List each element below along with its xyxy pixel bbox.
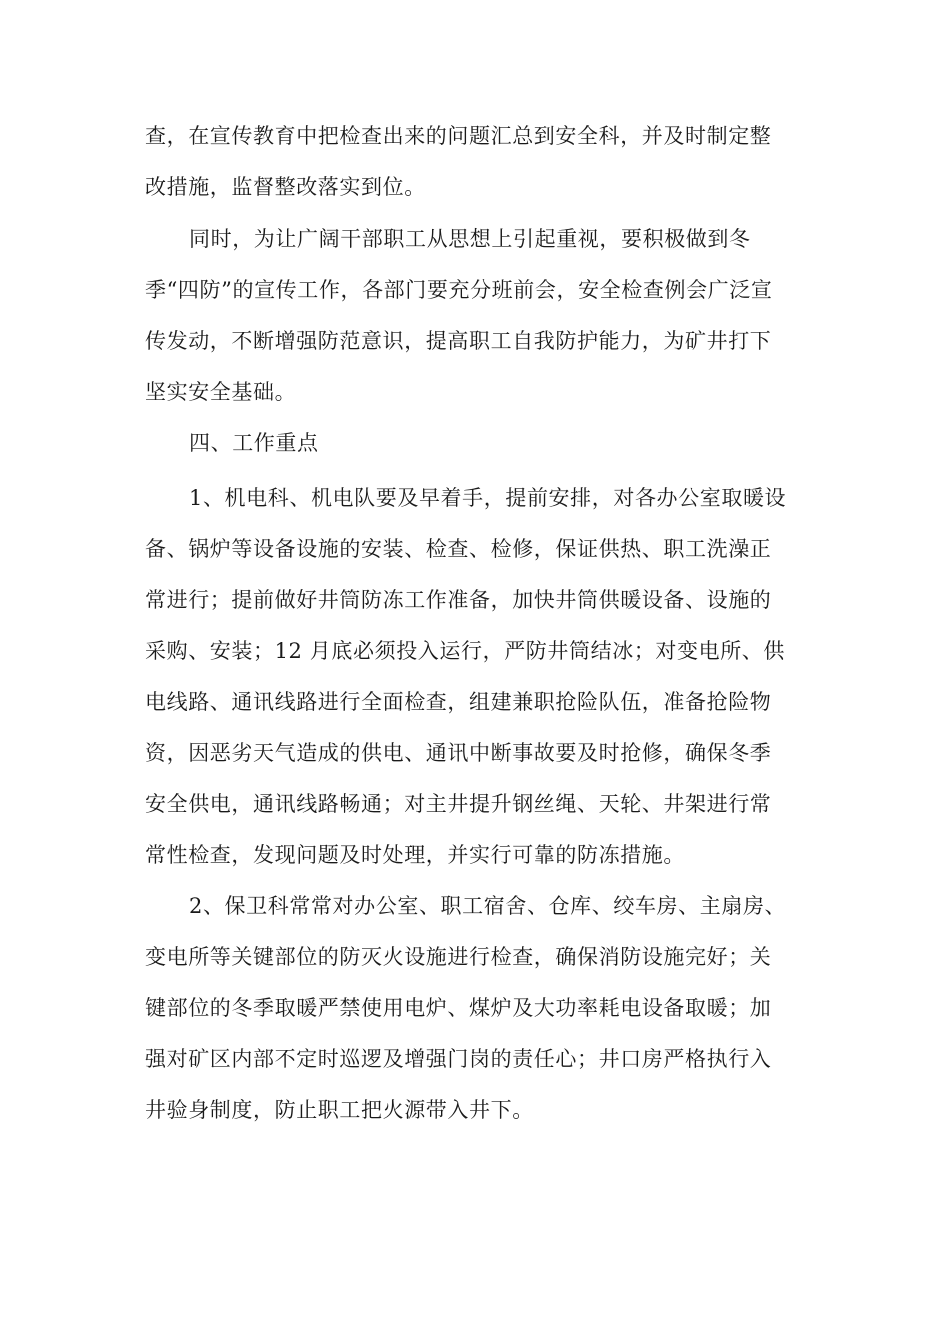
paragraph-continuation	[145, 111, 805, 213]
text-line: 同时，为让广阔干部职工从思想上引起重视，要积极做到冬	[189, 227, 751, 251]
paragraph-item-2	[145, 881, 805, 1136]
text-line: 坚实安全基础。	[145, 380, 297, 404]
text-line: 采购、安装；12 月底必须投入运行，严防井筒结冰；对变电所、供	[145, 639, 785, 663]
text-line: 井验身制度，防止职工把火源带入井下。	[145, 1098, 534, 1122]
text-line: 备、锅炉等设备设施的安装、检查、检修，保证供热、职工洗澡正	[145, 537, 772, 561]
text-line: 常性检查，发现问题及时处理，并实行可靠的防冻措施。	[145, 843, 685, 867]
paragraph-publicity	[145, 214, 805, 418]
section-heading	[145, 418, 805, 469]
text-line: 强对矿区内部不定时巡逻及增强门岗的责任心；井口房严格执行入	[145, 1047, 772, 1071]
heading-line: 四、工作重点	[189, 431, 319, 455]
text-line: 传发动，不断增强防范意识，提高职工自我防护能力，为矿井打下	[145, 329, 772, 353]
paragraph-item-1	[145, 473, 805, 881]
text-line: 资，因恶劣天气造成的供电、通讯中断事故要及时抢修，确保冬季	[145, 741, 772, 765]
text-line: 1、机电科、机电队要及早着手，提前安排，对各办公室取暖设	[189, 486, 787, 510]
text-line: 2、保卫科常常对办公室、职工宿舍、仓库、绞车房、主扇房、	[189, 894, 787, 918]
text-line: 改措施，监督整改落实到位。	[145, 175, 426, 199]
text-line: 变电所等关键部位的防灭火设施进行检查，确保消防设施完好；关	[145, 945, 772, 969]
text-line: 常进行；提前做好井筒防冻工作准备，加快井筒供暖设备、设施的	[145, 588, 772, 612]
text-line: 安全供电，通讯线路畅通；对主井提升钢丝绳、天轮、井架进行常	[145, 792, 772, 816]
text-line: 电线路、通讯线路进行全面检查，组建兼职抢险队伍，准备抢险物	[145, 690, 772, 714]
text-line: 键部位的冬季取暖严禁使用电炉、煤炉及大功率耗电设备取暖；加	[145, 996, 772, 1020]
text-line: 查，在宣传教育中把检查出来的问题汇总到安全科，并及时制定整	[145, 124, 772, 148]
text-line: 季“四防”的宣传工作，各部门要充分班前会，安全检查例会广泛宣	[145, 278, 773, 302]
